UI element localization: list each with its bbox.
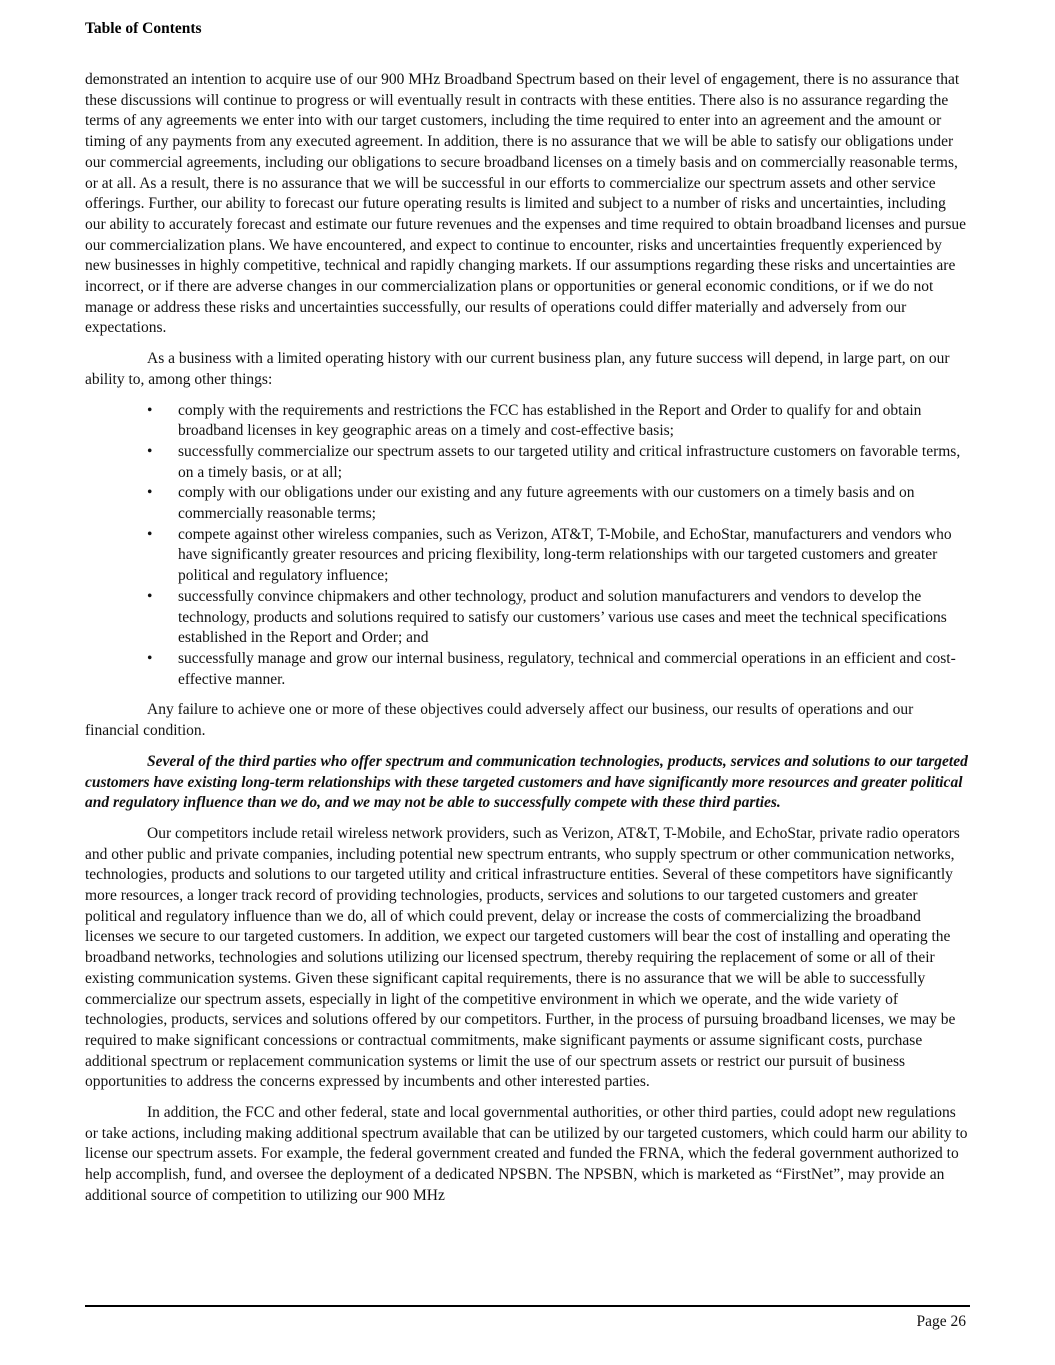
- bullet-icon: •: [147, 484, 153, 502]
- document-body: [85, 70, 970, 1217]
- list-item-text: comply with our obligations under our existing and any future agreements with our customers on a timely basis and on commercially reasonable terms;: [178, 484, 915, 523]
- bullet-icon: •: [147, 401, 153, 419]
- bullet-icon: •: [147, 587, 153, 605]
- paragraph-failure-consequence: Any failure to achieve one or more of these objectives could adversely affect our business, our results of operations and our financial condition.: [85, 701, 914, 740]
- list-item: [85, 587, 970, 649]
- bullet-icon: •: [147, 442, 153, 460]
- risk-factor-heading: Several of the third parties who offer spectrum and communication technologies, products, services and solutions to our targeted customers have existing long-term relationships with these targeted customers and have significantly more resources and greater political and regulatory influence than we do, and we may not be able to successfully compete with these third parties.: [85, 752, 968, 812]
- bullet-icon: •: [147, 649, 153, 667]
- list-item-text: comply with the requirements and restrictions the FCC has established in the Report and Order to qualify for and obtain broadband licenses in key geographic areas on a timely and cost-effective basis;: [178, 401, 922, 440]
- list-item: [85, 483, 970, 524]
- bullet-icon: •: [147, 525, 153, 543]
- list-item: [85, 649, 970, 690]
- list-item: [85, 442, 970, 483]
- list-item-text: successfully manage and grow our internal business, regulatory, technical and commercial operations in an efficient and cost-effective manner.: [178, 649, 956, 688]
- list-item: [85, 401, 970, 442]
- paragraph-competitors: Our competitors include retail wireless network providers, such as Verizon, AT&T, T-Mobile, and EchoStar, private radio operators and other public and private companies, including potential new spectrum entrants, who supply spectrum or other communication networks, technologies, products and solutions to our targeted utility and critical infrastructure entities. Several of these competitors have significantly more resources, a longer track record of providing technologies, products, services and solutions to our targeted customers and greater political and regulatory influence than we do, all of which could prevent, delay or increase the costs of commercializing the broadband licenses we secure to our targeted customers. In addition, we expect our targeted customers will bear the cost of installing and operating the broadband networks, technologies and solutions utilizing our licensed spectrum, thereby requiring the replacement of some or all of their existing communication systems. Given these significant capital requirements, there is no assurance that we will be able to successfully commercialize our spectrum assets, especially in light of the competitive environment in which we operate, and the wide variety of technologies, products, services and solutions offered by our competitors. Further, in the process of pursuing broadband licenses, we may be required to make significant concessions or contractual commitments, make significant payments or assume significant costs, purchase additional spectrum or replacement communication systems or limit the use of our spectrum assets or restrict our pursuit of business opportunities to address the concerns expressed by incumbents and other interested parties.: [85, 824, 960, 1091]
- page-number: Page 26: [916, 1313, 966, 1330]
- footer-divider: [85, 1305, 970, 1307]
- success-factors-list: [85, 401, 970, 691]
- paragraph-success-factors: As a business with a limited operating history with our current business plan, any future success will depend, in large part, on our ability to, among other things:: [85, 350, 950, 388]
- paragraph-regulatory-actions: In addition, the FCC and other federal, state and local governmental authorities, or other third parties, could adopt new regulations or take actions, including making additional spectrum available that can be utilized by our targeted customers, which could harm our ability to license our spectrum assets. For example, the federal government created and funded the FRNA, which the federal government authorized to help accomplish, fund, and oversee the deployment of a dedicated NPSBN. The NPSBN, which is marketed as “FirstNet”, may provide an additional source of competition to utilizing our 900 MHz: [85, 1104, 968, 1204]
- list-item-text: compete against other wireless companies, such as Verizon, AT&T, T-Mobile, and EchoStar, manufacturers and vendors who have significantly greater resources and pricing flexibility, long-term relationships with our targeted customers and greater political and regulatory influence;: [178, 525, 952, 585]
- list-item-text: successfully convince chipmakers and other technology, product and solution manufacturers and vendors to develop the technology, products and solutions required to satisfy our customers’ various use cases and meet the technical specifications established in the Report and Order; and: [178, 587, 947, 647]
- list-item: [85, 525, 970, 587]
- table-of-contents-link[interactable]: Table of Contents: [85, 20, 202, 37]
- paragraph-continuation: demonstrated an intention to acquire use of our 900 MHz Broadband Spectrum based on their level of engagement, there is no assurance that these discussions will continue to progress or will eventually result in contracts with these entities. There also is no assurance regarding the terms of any agreements we enter into with our target customers, including the time required to enter into an agreement and the amount or timing of any payments from any executed agreement. In addition, there is no assurance that we will be able to satisfy our obligations under our commercial agreements, including our obligations to secure broadband licenses on a timely basis and on commercially reasonable terms, or at all. As a result, there is no assurance that we will be successful in our efforts to commercialize our spectrum assets and other service offerings. Further, our ability to forecast our future operating results is limited and subject to a number of risks and uncertainties, including our ability to accurately forecast and estimate our future revenues and the expenses and time required to obtain broadband licenses and pursue our commercialization plans. We have encountered, and expect to continue to encounter, risks and uncertainties frequently experienced by new businesses in highly competitive, technical and rapidly changing markets. If our assumptions regarding these risks and uncertainties are incorrect, or if there are adverse changes in our commercialization plans or opportunities or general economic conditions, or if we do not manage or address these risks and uncertainties successfully, our results of operations could differ materially and adversely from our expectations.: [85, 71, 967, 337]
- list-item-text: successfully commercialize our spectrum assets to our targeted utility and critical infrastructure customers on favorable terms, on a timely basis, or at all;: [178, 442, 961, 481]
